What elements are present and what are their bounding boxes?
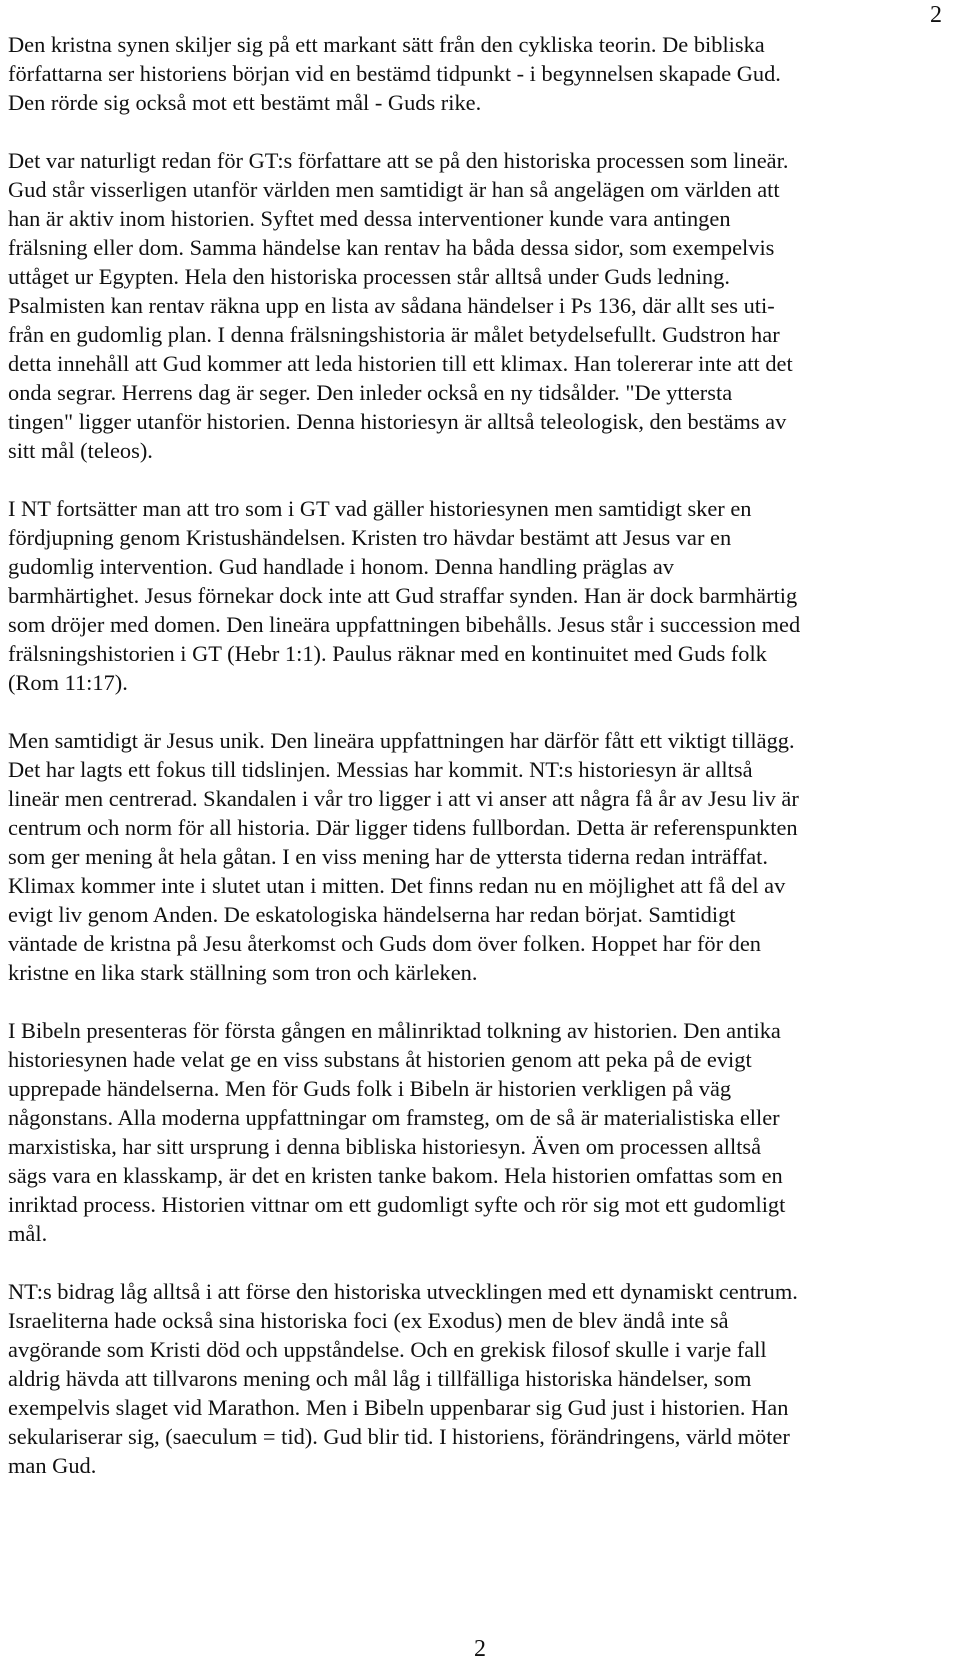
paragraph-5: I Bibeln presenteras för första gången en målinriktad tolkning av historien. Den antika historiesynen hade velat ge en viss substans åt historien genom att peka på de evigt upprepade händelserna. Men för Guds folk i Bibeln är historien verkligen på väg någonstans. Alla moderna uppfattningar om framsteg, om de så är materialistiska eller marxistiska, har sitt ursprung i denna bibliska historiesyn. Även om processen alltså sägs vara en klasskamp, är det en kristen tanke bakom. Hela historien omfattas som en inriktad process. Historien vittnar om ett gudomligt syfte och rör sig mot ett gudomligt mål. [8,1018,786,1246]
page-number-top: 2 [930,2,942,28]
paragraph-6: NT:s bidrag låg alltså i att förse den historiska utvecklingen med ett dynamiskt centrum. Israeliterna hade också sina historiska foci (ex Exodus) men de blev ändå inte så avgörande som Kristi död och uppståndelse. Och en grekisk filosof skulle i varje fall aldrig hävda att tillvarons mening och mål låg i tillfälliga historiska händelser, som exempelvis slaget vid Marathon. Men i Bibeln uppenbarar sig Gud just i historien. Han sekulariserar sig, (saeculum = tid). Gud blir tid. I historiens, förändringens, värld möter man Gud. [8,1279,798,1478]
paragraph-2: Det var naturligt redan för GT:s författare att se på den historiska processen som lineär. Gud står visserligen utanför världen men samtidigt är han så angelägen om världen att han är aktiv inom historien. Syftet med dessa interventioner kunde vara antingen frälsning eller dom. Samma händelse kan rentav ha båda dessa sidor, som exempelvis uttåget ur Egypten. Hela den historiska processen står alltså under Guds ledning. Psalmisten kan rentav räkna upp en lista av sådana händelser i Ps 136, där allt ses uti- från en gudomlig plan. I denna frälsningshistoria är målet betydelsefullt. Gudstron har detta innehåll att Gud kommer att leda historien till ett klimax. Han tolererar inte att det onda segrar. Herrens dag är seger. Den inleder också en ny tidsålder. "De yttersta tingen" ligger utanför historien. Denna historiesyn är alltså teleologisk, den bestäms av sitt mål (teleos). [8,148,793,463]
paragraph-1: Den kristna synen skiljer sig på ett markant sätt från den cykliska teorin. De bibliska författarna ser historiens början vid en bestämd tidpunkt - i begynnelsen skapade Gud. Den rörde sig också mot ett bestämt mål - Guds rike. [8,32,781,115]
paragraph-4: Men samtidigt är Jesus unik. Den lineära uppfattningen har därför fått ett viktigt tillägg. Det har lagts ett fokus till tidslinjen. Messias har kommit. NT:s historiesyn är alltså lineär men centrerad. Skandalen i vår tro ligger i att vi anser att några få år av Jesu liv är centrum och norm för all historia. Där ligger tidens fullbordan. Detta är referenspunkten som ger mening åt hela gåtan. I en viss mening har de yttersta tiderna redan inträffat. Klimax kommer inte i slutet utan i mitten. Det finns redan nu en möjlighet att få del av evigt liv genom Anden. De eskatologiska händelserna har redan börjat. Samtidigt väntade de kristna på Jesu återkomst och Guds dom över folken. Hoppet har för den kristne en lika stark ställning som tron och kärleken. [8,728,799,985]
document-body [8,30,940,1509]
paragraph-3: I NT fortsätter man att tro som i GT vad gäller historiesynen men samtidigt sker en fördjupning genom Kristushändelsen. Kristen tro hävdar bestämt att Jesus var en gudomlig intervention. Gud handlade i honom. Denna handling präglas av barmhärtighet. Jesus förnekar dock inte att Gud straffar synden. Han är dock barmhärtig som dröjer med domen. Den lineära uppfattningen bibehålls. Jesus står i succession med frälsningshistorien i GT (Hebr 1:1). Paulus räknar med en kontinuitet med Guds folk (Rom 11:17). [8,496,801,695]
page-number-bottom: 2 [474,1636,486,1662]
